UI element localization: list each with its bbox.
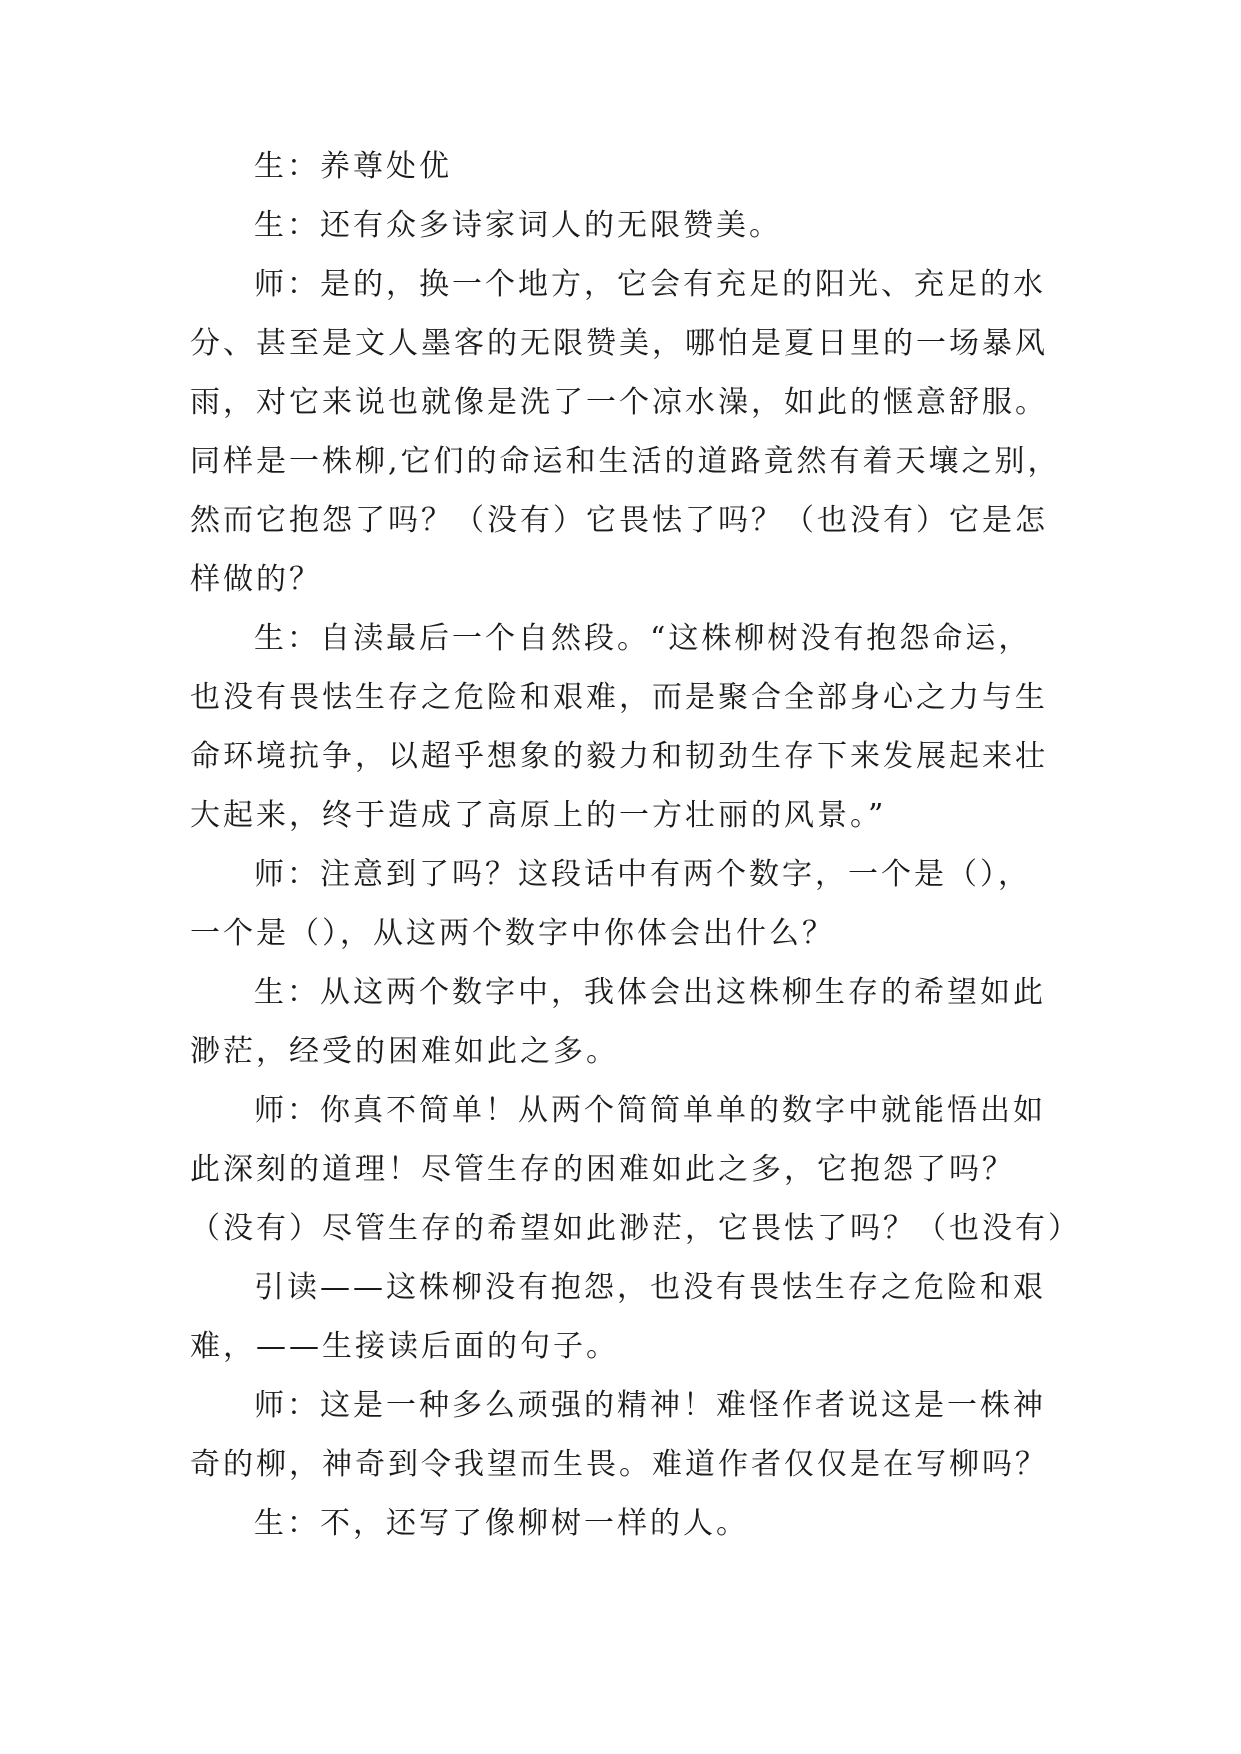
text-line: 也没有畏怯生存之危险和艰难，而是聚合全部身心之力与生 [190, 680, 1048, 715]
text-line: 师：注意到了吗？这段话中有两个数字，一个是（）， [254, 857, 1031, 892]
text-line: 一个是（），从这两个数字中你体会出什么？ [190, 916, 835, 951]
text-line: 引读——这株柳没有抱怨，也没有畏怯生存之危险和艰 [254, 1270, 1046, 1305]
text-line: 难，——生接读后面的句子。 [190, 1329, 619, 1364]
text-line: 生：从这两个数字中，我体会出这株柳生存的希望如此 [254, 975, 1046, 1010]
text-line: 雨，对它来说也就像是洗了一个凉水澡，如此的惬意舒服。 [190, 385, 1048, 420]
text-line: 然而它抱怨了吗？（没有）它畏怯了吗？（也没有）它是怎 [190, 503, 1048, 538]
text-line: 生：不，还写了像柳树一样的人。 [254, 1506, 749, 1541]
text-line: 此深刻的道理！尽管生存的困难如此之多，它抱怨了吗？ [190, 1152, 1015, 1187]
text-line: 生：养尊处优 [254, 149, 452, 184]
text-line: 命环境抗争，以超乎想象的毅力和韧劲生存下来发展起来壮 [190, 739, 1048, 774]
text-line: 同样是一株柳,它们的命运和生活的道路竟然有着天壤之别， [190, 444, 1061, 479]
text-line: （没有）尽管生存的希望如此渺茫，它畏怯了吗？（也没有） [190, 1211, 1081, 1246]
text-line: 生：还有众多诗家词人的无限赞美。 [254, 208, 782, 243]
text-line: 奇的柳，神奇到令我望而生畏。难道作者仅仅是在写柳吗？ [190, 1447, 1048, 1482]
text-line: 大起来，终于造成了高原上的一方壮丽的风景。” [190, 798, 887, 833]
text-line: 师：是的，换一个地方，它会有充足的阳光、充足的水 [254, 267, 1046, 302]
text-line: 师：你真不简单！从两个简简单单的数字中就能悟出如 [254, 1093, 1046, 1128]
text-line: 样做的？ [190, 562, 322, 597]
text-line: 师：这是一种多么顽强的精神！难怪作者说这是一株神 [254, 1388, 1046, 1423]
text-line: 分、甚至是文人墨客的无限赞美，哪怕是夏日里的一场暴风 [190, 326, 1048, 361]
text-line: 生：自渎最后一个自然段。“这株柳树没有抱怨命运， [254, 621, 1032, 656]
text-line: 渺茫，经受的困难如此之多。 [190, 1034, 619, 1069]
